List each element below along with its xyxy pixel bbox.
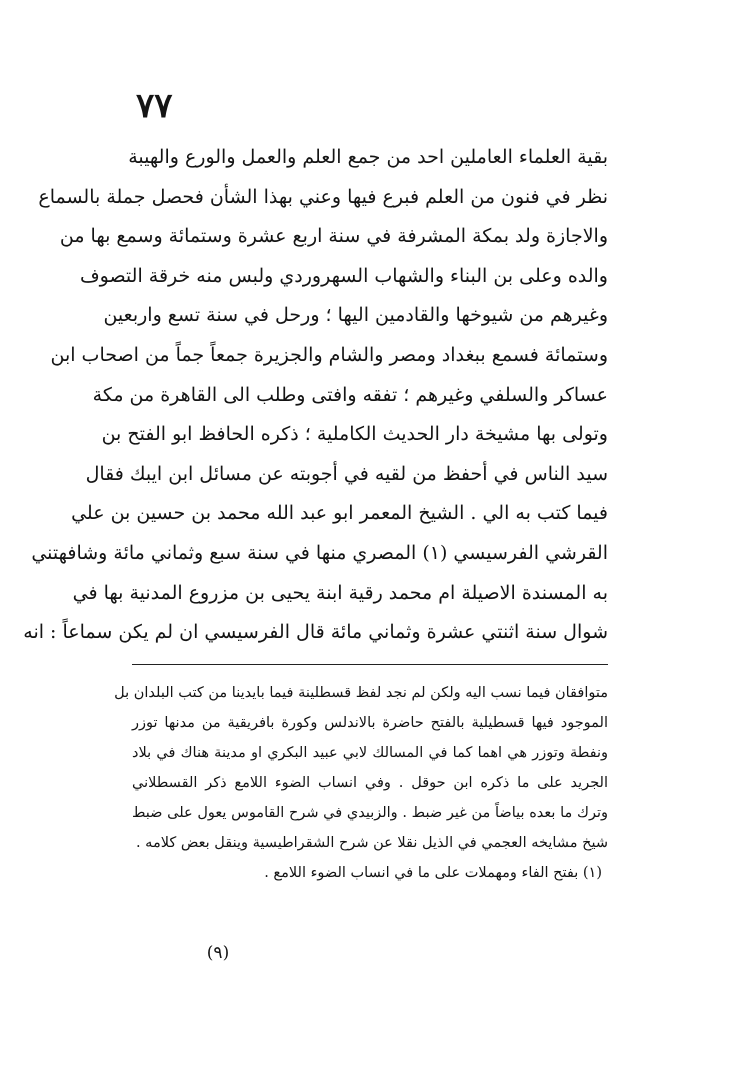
footnote-1: (١) بفتح الفاء ومهملات على ما في انساب الضوء اللامع . [264,865,602,881]
text-line: القرشي الفرسيسي (١) المصري منها في سنة سبع وثماني مائة وشافهتني [31,541,608,564]
footnote-divider [132,664,608,665]
text-line: وتولى بها مشيخة دار الحديث الكاملية ؛ ذكره الحافظ ابو الفتح بن [101,423,608,446]
text-line: سيد الناس في أحفظ من لقيه في أجوبته عن مسائل ابن ايبك فقال [85,462,608,485]
footnote-line: الموجود فيها قسطيلية بالفتح حاضرة بالاندلس وكورة بافريقية من مدنها توزر [132,715,608,731]
text-line: نظر في فنون من العلم فبرع فيها وعني بهذا الشأن فحصل جملة بالسماع [38,185,608,208]
text-line: وغيرهم من شيوخها والقادمين اليها ؛ ورحل في سنة تسع واربعين [103,304,608,327]
footnote-line: ونفطة وتوزر هي اهما كما في المسالك لابي عبيد البكري او مدينة هناك في بلاد [132,745,608,761]
footnote-line: وترك ما بعده بياضاً من غير ضبط . والزبيدي في شرح القاموس يعول على ضبط [132,805,608,821]
main-text-block [23,138,608,653]
text-line: وستمائة فسمع ببغداد ومصر والشام والجزيرة جمعاً جماً من اصحاب ابن [50,343,608,366]
footnote-line: شيخ مشايخه العجمي في الذيل نقلا عن شرح الشقراطيسية وينقل بعض كلامه . [135,835,608,851]
footnote-line: الجريد على ما ذكره ابن حوقل . وفي انساب الضوء اللامع ذكر القسطلاني [132,775,608,791]
page-number: ٧٧ [136,86,173,126]
footnote-line: متوافقان فيما نسب اليه ولكن لم نجد لفظ قسطلينة فيما بايدينا من كتب البلدان بل [114,685,608,701]
text-line: بقية العلماء العاملين احد من جمع العلم والعمل والورع والهيبة [128,146,608,168]
text-line: والاجازة ولد بمكة المشرفة في سنة اربع عشرة وستمائة وسمع بها من [59,225,608,248]
text-line: والده وعلى بن البناء والشهاب السهروردي ولبس منه خرقة التصوف [79,264,608,287]
text-line: شوال سنة اثنتي عشرة وثماني مائة قال الفرسيسي ان لم يكن سماعاً : انه [23,621,608,644]
sheet-number: (٩) [206,943,230,963]
text-line: فيما كتب به الي . الشيخ المعمر ابو عبد الله محمد بن حسين بن علي [71,502,608,525]
footnotes-block [114,678,608,888]
text-line: عساكر والسلفي وغيرهم ؛ تفقه وافتى وطلب الى القاهرة من مكة [92,383,608,406]
text-line: به المسندة الاصيلة ام محمد رقية ابنة يحيى بن مزروع المدنية بها في [72,581,608,604]
